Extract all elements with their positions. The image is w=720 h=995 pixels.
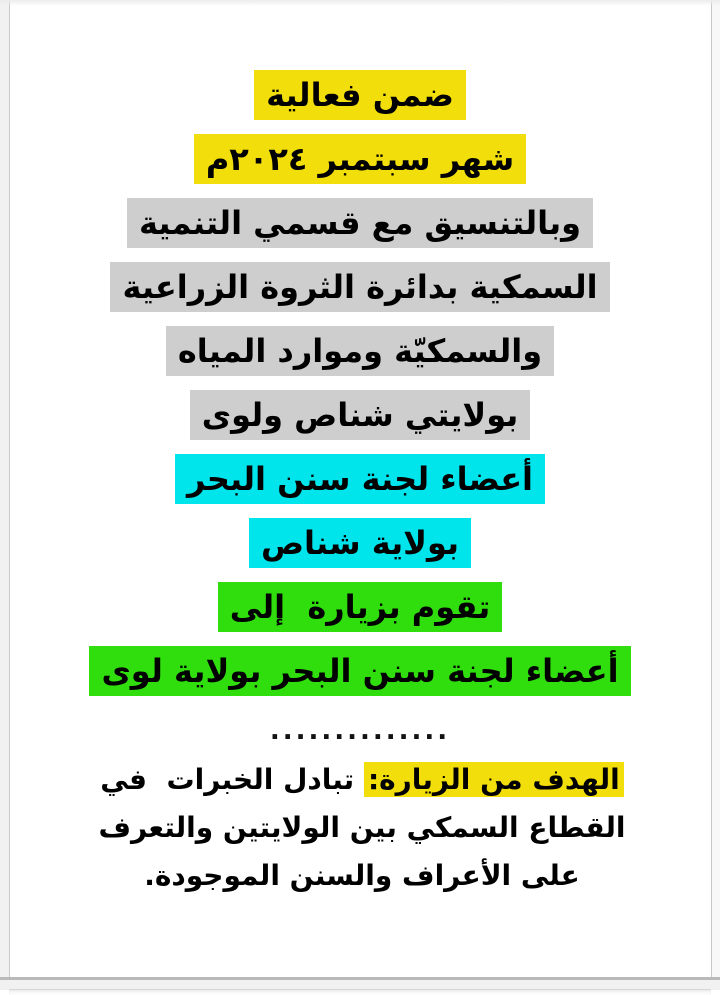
next-page-top-edge (9, 989, 711, 995)
headline-text-highlighted: السمكية بدائرة الثروة الزراعية (110, 262, 609, 312)
separator-dots: .............. (269, 716, 451, 746)
flyer-content (10, 70, 710, 900)
page-top-shadow (0, 0, 720, 6)
headline-line (10, 646, 710, 696)
purpose-label-highlighted: الهدف من الزيارة: (364, 762, 624, 797)
headline-line (10, 326, 710, 376)
headline-text-highlighted: والسمكيّة وموارد المياه (166, 326, 554, 376)
purpose-body-text: تبادل الخبرات في القطاع السمكي بين الولايتين والتعرف على الأعراف والسنن الموجودة. (88, 763, 626, 893)
headline-text-highlighted: تقوم بزيارة إلى (218, 582, 503, 632)
headline-line (10, 454, 710, 504)
headline-text-highlighted: أعضاء لجنة سنن البحر (175, 454, 545, 504)
headline-text-highlighted: وبالتنسيق مع قسمي التنمية (127, 198, 593, 248)
purpose-paragraph (84, 756, 640, 900)
headline-text-highlighted: ضمن فعالية (254, 70, 466, 120)
headline-line (10, 582, 710, 632)
headline-line (10, 134, 710, 184)
page-edge-right (711, 0, 720, 978)
page-edge-left (0, 0, 10, 978)
headline-text-highlighted: أعضاء لجنة سنن البحر بولاية لوى (89, 646, 630, 696)
headline-line (10, 262, 710, 312)
headline-line (10, 198, 710, 248)
headline-text-highlighted: شهر سبتمبر ٢٠٢٤م (194, 134, 526, 184)
headline-line (10, 70, 710, 120)
headline-text-highlighted: بولاية شناص (249, 518, 471, 568)
headline-line (10, 390, 710, 440)
headline-text-highlighted: بولايتي شناص ولوى (190, 390, 531, 440)
headline-line (10, 518, 710, 568)
